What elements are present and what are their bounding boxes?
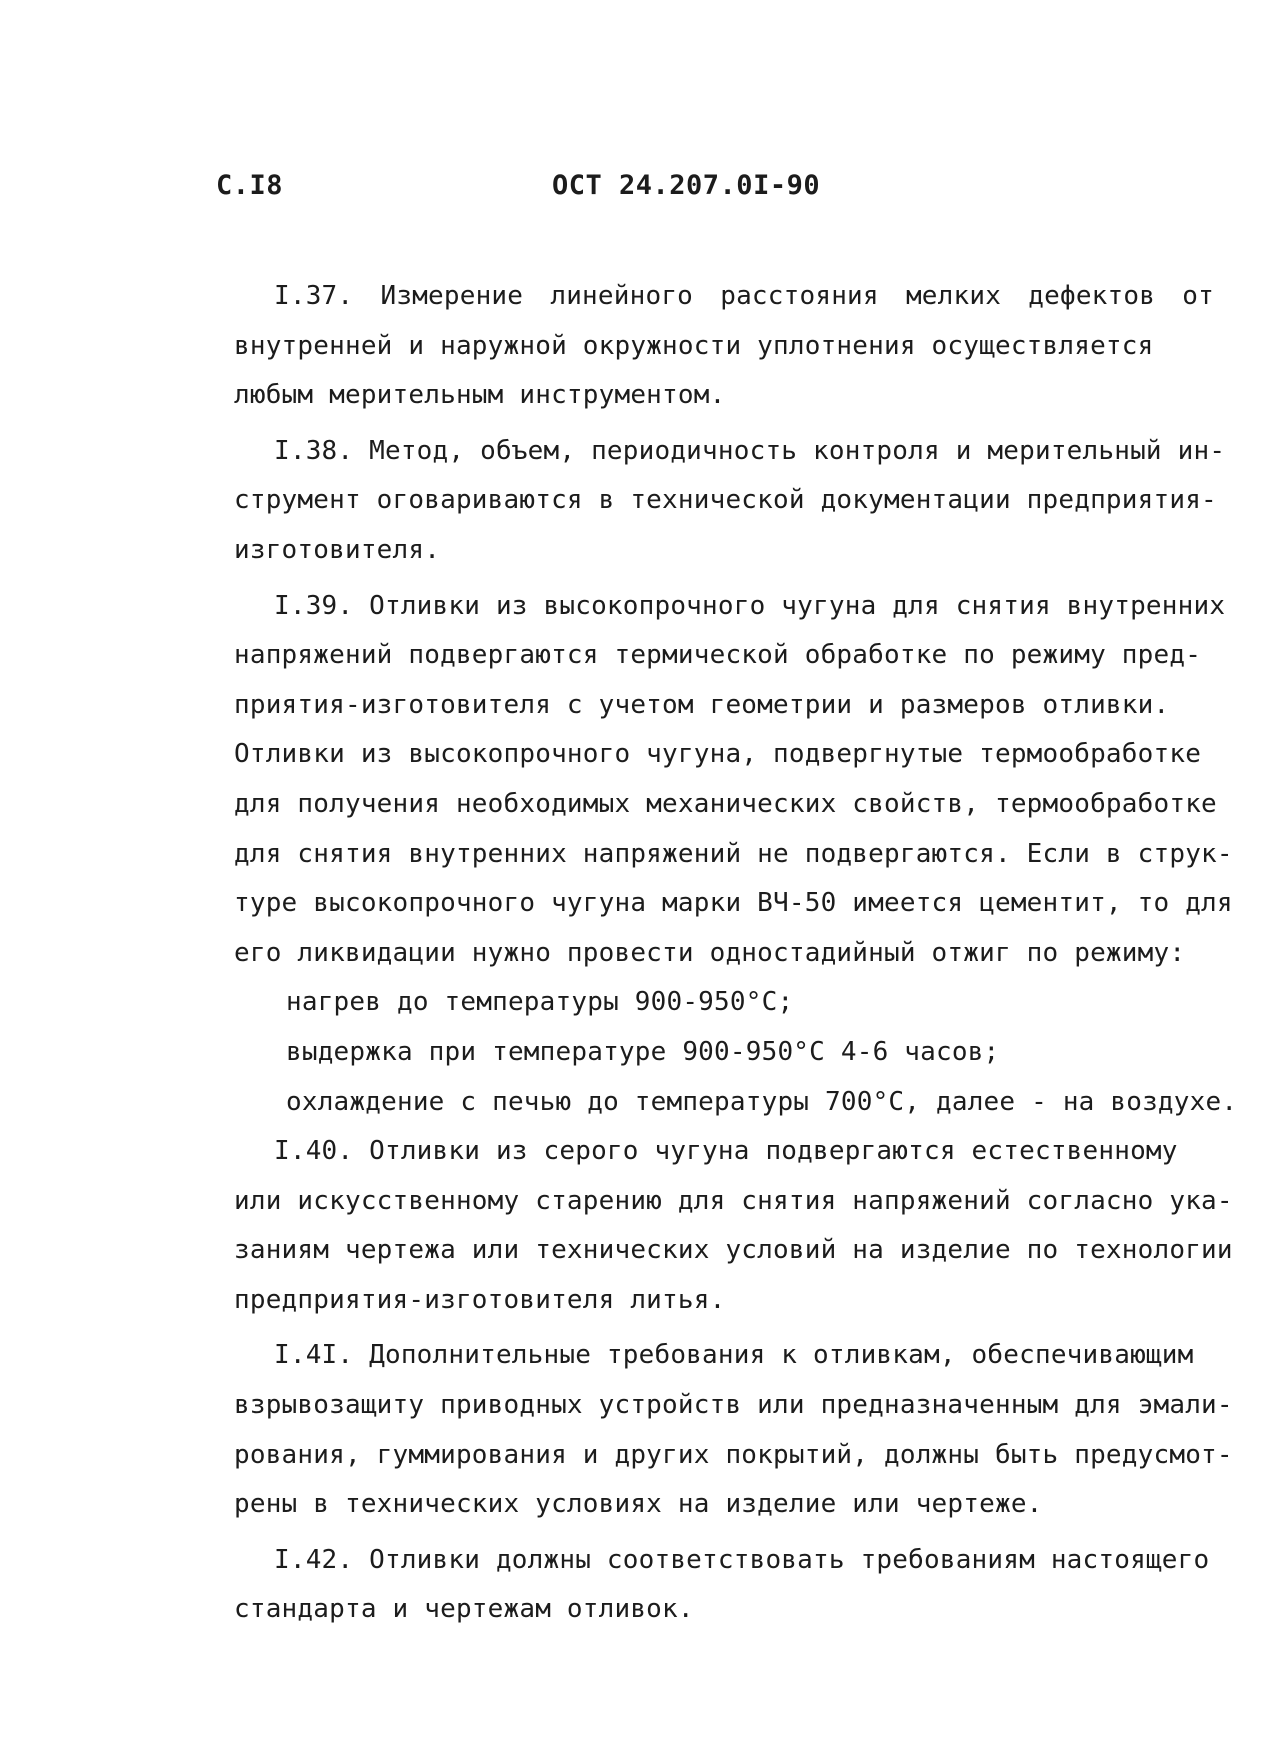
regime-step: охлаждение с печью до температуры 700°С, далее - на воздухе. <box>286 1086 1238 1117</box>
paragraph-line: изготовителя. <box>234 534 441 565</box>
page-header <box>0 170 1271 210</box>
paragraph-line: I.39. Отливки из высокопрочного чугуна для снятия внутренних <box>274 590 1226 621</box>
paragraph-line: для получения необходимых механических свойств, термообработке <box>234 788 1217 819</box>
paragraph-line: стандарта и чертежам отливок. <box>234 1594 694 1625</box>
paragraph-line: внутренней и наружной окружности уплотнения осуществляется <box>234 330 1154 361</box>
paragraph-line: I.42. Отливки должны соответствовать требованиям настоящего <box>274 1544 1210 1575</box>
paragraph-1-40 <box>234 1127 1233 1325</box>
paragraph-line: приятия-изготовителя с учетом геометрии и размеров отливки. <box>234 689 1170 720</box>
paragraph-line: I.37. Измерение линейного расстояния мелких дефектов от <box>274 281 1214 311</box>
paragraph-line: напряжений подвергаются термической обработке по режиму пред- <box>234 640 1202 671</box>
paragraph-line: его ликвидации нужно провести одностадийный отжиг по режиму: <box>234 937 1186 968</box>
paragraph-1-37 <box>234 272 1214 421</box>
paragraph-1-42 <box>234 1536 1214 1635</box>
document-body <box>234 272 1238 1635</box>
paragraph-line: взрывозащиту приводных устройств или предназначенным для эмали- <box>234 1390 1233 1421</box>
paragraph-line: I.38. Метод, объем, периодичность контроля и мерительный ин- <box>274 435 1226 466</box>
regime-step: выдержка при температуре 900-950°С 4-6 часов; <box>286 1036 1000 1067</box>
paragraph-line: рены в технических условиях на изделие или чертеже. <box>234 1489 1043 1520</box>
paragraph-1-41 <box>234 1331 1233 1529</box>
paragraph-line: любым мерительным инструментом. <box>234 380 726 411</box>
paragraph-line: I.40. Отливки из серого чугуна подвергаются естественному <box>274 1136 1178 1167</box>
paragraph-1-38 <box>234 427 1226 576</box>
paragraph-line: или искусственному старению для снятия напряжений согласно ука- <box>234 1185 1233 1216</box>
document-code: ОСТ 24.207.0I-90 <box>552 170 821 201</box>
paragraph-line: I.4I. Дополнительные требования к отливкам, обеспечивающим <box>274 1340 1194 1371</box>
paragraph-line: для снятия внутренних напряжений не подвергаются. Если в струк- <box>234 838 1233 869</box>
paragraph-line: предприятия-изготовителя литья. <box>234 1284 726 1315</box>
paragraph-line: Отливки из высокопрочного чугуна, подвергнутые термообработке <box>234 739 1202 770</box>
page-number: С.I8 <box>216 170 284 201</box>
paragraph-line: рования, гуммирования и других покрытий, должны быть предусмот- <box>234 1439 1233 1470</box>
regime-step: нагрев до температуры 900-950°С; <box>286 987 794 1018</box>
paragraph-line: туре высокопрочного чугуна марки ВЧ-50 имеется цементит, то для <box>234 888 1233 919</box>
paragraph-1-39 <box>234 582 1238 1128</box>
paragraph-line: струмент оговариваются в технической документации предприятия- <box>234 485 1217 516</box>
paragraph-line: заниям чертежа или технических условий на изделие по технологии <box>234 1235 1233 1266</box>
